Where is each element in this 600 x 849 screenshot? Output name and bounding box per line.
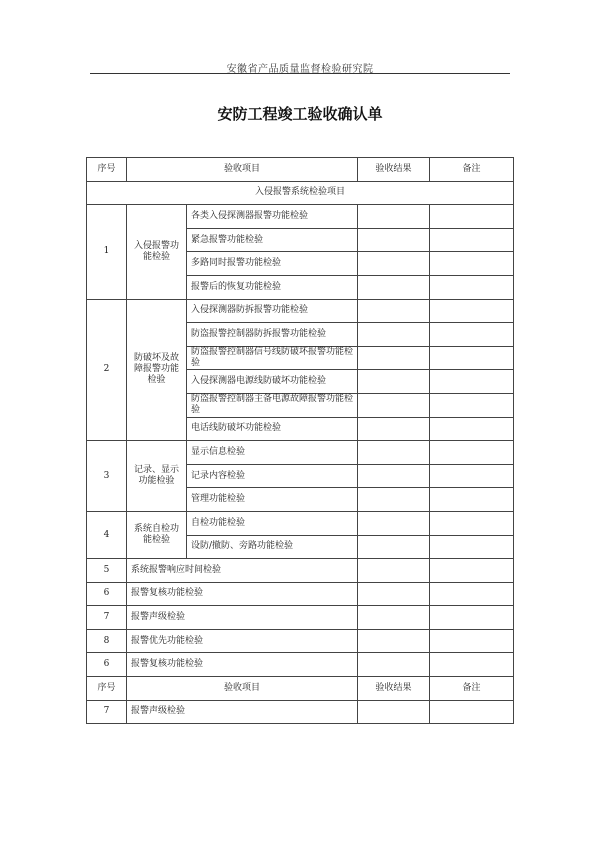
row-no: 5 [87,559,127,583]
row-no: 7 [87,700,127,724]
header-institute: 安徽省产品质量监督检验研究院 [226,64,374,75]
remark-cell[interactable] [430,535,514,559]
item-cell: 报警优先功能检验 [127,629,358,653]
remark-cell[interactable] [430,393,514,417]
item-cell: 多路同时报警功能检验 [187,252,358,276]
col-header-remark: 备注 [430,158,514,182]
col-header-item: 验收项目 [127,158,358,182]
result-cell[interactable] [358,370,430,394]
result-cell[interactable] [358,252,430,276]
item-cell: 报警复核功能检验 [127,582,358,606]
remark-cell[interactable] [430,346,514,370]
remark-cell[interactable] [430,370,514,394]
row-no: 7 [87,606,127,630]
table-row [87,582,514,606]
remark-cell[interactable] [430,205,514,229]
item-cell: 防盗报警控制器主备电源故障报警功能检验 [187,393,358,417]
result-cell[interactable] [358,275,430,299]
table-row [87,606,514,630]
table-row [87,700,514,724]
item-cell: 管理功能检验 [187,488,358,512]
remark-cell[interactable] [430,582,514,606]
item-cell: 入侵探测器防拆报警功能检验 [187,299,358,323]
item-cell: 系统报警响应时间检验 [127,559,358,583]
table-row [87,629,514,653]
row-no: 6 [87,653,127,677]
remark-cell[interactable] [430,559,514,583]
result-cell[interactable] [358,323,430,347]
result-cell[interactable] [358,653,430,677]
col-header-result: 验收结果 [358,158,430,182]
table-row [87,441,514,465]
item-cell: 电话线防破坏功能检验 [187,417,358,441]
result-cell[interactable] [358,606,430,630]
table-row [87,653,514,677]
remark-cell[interactable] [430,441,514,465]
remark-cell[interactable] [430,252,514,276]
table-row [87,299,514,323]
item-cell: 入侵探测器电源线防破坏功能检验 [187,370,358,394]
remark-cell[interactable] [430,323,514,347]
row-no: 1 [87,205,127,299]
remark-cell[interactable] [430,629,514,653]
remark-cell[interactable] [430,275,514,299]
remark-cell[interactable] [430,464,514,488]
item-cell: 报警复核功能检验 [127,653,358,677]
item-cell: 紧急报警功能检验 [187,228,358,252]
table-header-row-repeat [87,677,514,701]
result-cell[interactable] [358,559,430,583]
result-cell[interactable] [358,228,430,252]
item-cell: 显示信息检验 [187,441,358,465]
group-label: 入侵报警功能检验 [127,205,187,299]
item-cell: 防盗报警控制器信号线防破坏报警功能检验 [187,346,358,370]
remark-cell[interactable] [430,606,514,630]
remark-cell[interactable] [430,488,514,512]
item-cell: 防盗报警控制器防拆报警功能检验 [187,323,358,347]
item-cell: 设防/撤防、旁路功能检验 [187,535,358,559]
acceptance-table [86,157,514,724]
result-cell[interactable] [358,205,430,229]
remark-cell[interactable] [430,299,514,323]
section-row [87,181,514,205]
col-header-item: 验收项目 [127,677,358,701]
group-label: 记录、显示功能检验 [127,441,187,512]
item-cell: 报警后的恢复功能检验 [187,275,358,299]
row-no: 3 [87,441,127,512]
group-label: 系统自检功能检验 [127,511,187,558]
result-cell[interactable] [358,393,430,417]
table-row [87,205,514,229]
col-header-no: 序号 [87,158,127,182]
row-no: 4 [87,511,127,558]
item-cell: 报警声级检验 [127,606,358,630]
result-cell[interactable] [358,417,430,441]
remark-cell[interactable] [430,228,514,252]
result-cell[interactable] [358,488,430,512]
col-header-result: 验收结果 [358,677,430,701]
result-cell[interactable] [358,464,430,488]
row-no: 8 [87,629,127,653]
row-no: 6 [87,582,127,606]
remark-cell[interactable] [430,511,514,535]
col-header-no: 序号 [87,677,127,701]
remark-cell[interactable] [430,653,514,677]
item-cell: 各类入侵探测器报警功能检验 [187,205,358,229]
table-header-row [87,158,514,182]
result-cell[interactable] [358,700,430,724]
document-title: 安防工程竣工验收确认单 [217,105,383,123]
remark-cell[interactable] [430,417,514,441]
row-no: 2 [87,299,127,441]
result-cell[interactable] [358,346,430,370]
result-cell[interactable] [358,299,430,323]
header-rule [90,73,510,74]
result-cell[interactable] [358,629,430,653]
item-cell: 记录内容检验 [187,464,358,488]
table-row [87,559,514,583]
group-label: 防破坏及故障报警功能检验 [127,299,187,441]
table-row [87,511,514,535]
item-cell: 自检功能检验 [187,511,358,535]
section-title: 入侵报警系统检验项目 [87,181,514,205]
remark-cell[interactable] [430,700,514,724]
result-cell[interactable] [358,535,430,559]
result-cell[interactable] [358,582,430,606]
col-header-remark: 备注 [430,677,514,701]
result-cell[interactable] [358,441,430,465]
item-cell: 报警声级检验 [127,700,358,724]
result-cell[interactable] [358,511,430,535]
